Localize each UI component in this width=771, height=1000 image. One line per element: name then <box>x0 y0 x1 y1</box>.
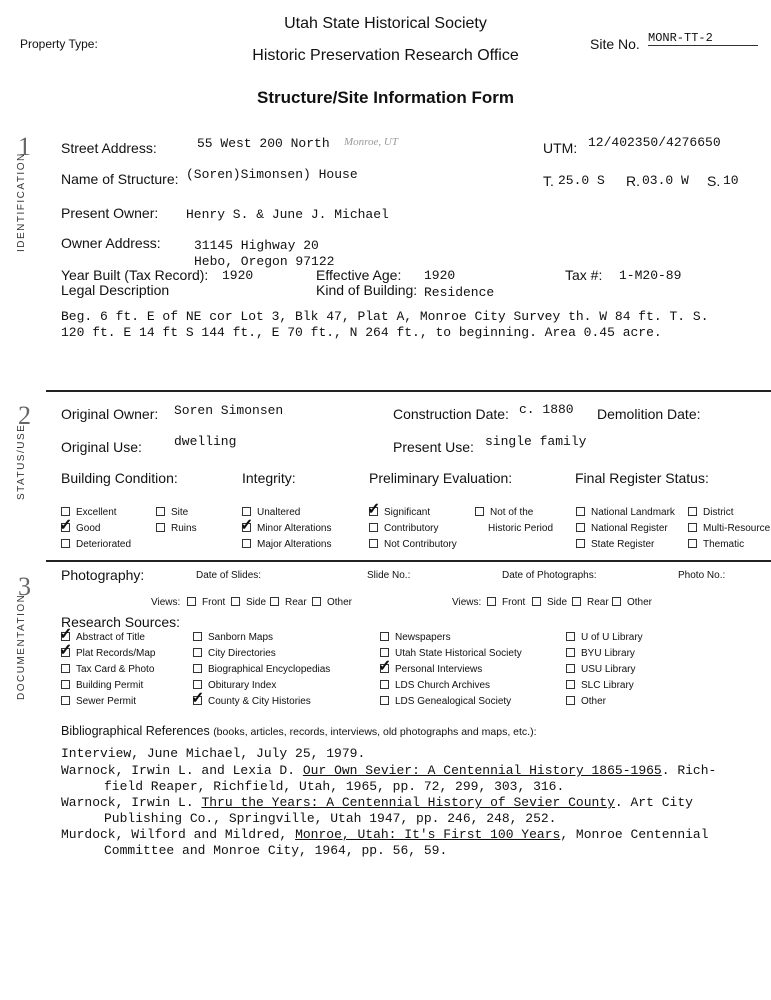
src-abstract[interactable]: ✓Abstract of Title <box>61 632 145 643</box>
src-newspapers[interactable]: Newspapers <box>380 632 451 643</box>
reference-4: Murdock, Wilford and Mildred, Monroe, Utah: It's First 100 Years, Monroe Centennial <box>61 827 709 842</box>
section-1-number: 1 <box>18 132 31 161</box>
photos-view-side[interactable]: Side <box>532 597 567 608</box>
checkbox-icon <box>532 597 541 606</box>
src-building-permit[interactable]: Building Permit <box>61 680 143 691</box>
checkbox-icon <box>312 597 321 606</box>
cond-good[interactable]: ✓Good <box>61 523 100 534</box>
office-name: Historic Preservation Research Office <box>252 47 519 64</box>
demolition-date-label: Demolition Date: <box>597 406 701 422</box>
section-1-label: IDENTIFICATION <box>16 152 27 252</box>
final-state-register[interactable]: State Register <box>576 539 654 550</box>
src-biographical[interactable]: Biographical Encyclopedias <box>193 664 330 675</box>
reference-2-cont: field Reaper, Richfield, Utah, 1965, pp. 72, 299, 303, 316. <box>104 779 565 794</box>
section-2-label: STATUS/USE <box>16 423 27 500</box>
src-plat[interactable]: ✓Plat Records/Map <box>61 648 155 659</box>
photography-label: Photography: <box>61 567 145 583</box>
legal-description-line2: 120 ft. E 14 ft S 144 ft., E 70 ft., N 264 ft., to beginning. Area 0.45 acre. <box>61 325 662 340</box>
legal-description-line1: Beg. 6 ft. E of NE cor Lot 3, Blk 47, Plat A, Monroe City Survey th. W 84 ft. T. S. <box>61 309 709 324</box>
section-3-number: 3 <box>18 572 31 601</box>
integ-major[interactable]: Major Alterations <box>242 539 331 550</box>
final-register-label: Final Register Status: <box>575 470 709 486</box>
src-sanborn[interactable]: Sanborn Maps <box>193 632 273 643</box>
src-obituary[interactable]: Obiturary Index <box>193 680 276 691</box>
section-value: 10 <box>723 173 739 188</box>
original-use-value: dwelling <box>174 434 237 449</box>
slides-view-front[interactable]: Front <box>187 597 225 608</box>
checkbox-icon <box>688 507 697 516</box>
section-divider-2 <box>46 560 771 562</box>
final-national-register[interactable]: National Register <box>576 523 668 534</box>
reference-2: Warnock, Irwin L. and Lexia D. Our Own Sevier: A Centennial History 1865-1965. Rich- <box>61 763 717 778</box>
checked-checkbox-icon <box>193 696 202 705</box>
section-3-label: DOCUMENTATION <box>16 593 27 700</box>
checkbox-icon <box>369 539 378 548</box>
effective-age-label: Effective Age: <box>316 267 402 283</box>
checkbox-icon <box>688 523 697 532</box>
township-label: T. <box>543 173 554 189</box>
checkbox-icon <box>156 507 165 516</box>
checkbox-icon <box>270 597 279 606</box>
cond-excellent[interactable]: Excellent <box>61 507 117 518</box>
legal-description-label: Legal Description <box>61 282 170 298</box>
prelim-not-historic-period-line2: Historic Period <box>488 523 554 534</box>
construction-date-value: c. 1880 <box>519 402 574 417</box>
checked-checkbox-icon <box>61 648 70 657</box>
township-value: 25.0 S <box>558 173 605 188</box>
checked-checkbox-icon <box>380 664 389 673</box>
checkbox-icon <box>572 597 581 606</box>
slides-views-label: Views: <box>151 597 181 608</box>
checkbox-icon <box>156 523 165 532</box>
utm-value: 12/402350/4276650 <box>588 135 721 150</box>
owner-address-label: Owner Address: <box>61 235 161 251</box>
prelim-significant[interactable]: ✓Significant <box>369 507 430 518</box>
year-built-label: Year Built (Tax Record): <box>61 267 209 283</box>
kind-of-building-value: Residence <box>424 285 495 300</box>
checked-checkbox-icon <box>61 523 70 532</box>
src-lds-genealogical[interactable]: LDS Genealogical Society <box>380 696 511 707</box>
src-interviews[interactable]: ✓Personal Interviews <box>380 664 482 675</box>
street-label: Street Address: <box>61 140 157 156</box>
cond-ruins[interactable]: Ruins <box>156 523 197 534</box>
section-2-number: 2 <box>18 401 31 430</box>
checkbox-icon <box>688 539 697 548</box>
src-sewer-permit[interactable]: Sewer Permit <box>61 696 136 707</box>
year-built-value: 1920 <box>222 268 254 283</box>
checked-checkbox-icon <box>242 523 251 532</box>
preliminary-evaluation-label: Preliminary Evaluation: <box>369 470 513 486</box>
final-multi-resource[interactable]: Multi-Resource <box>688 523 770 534</box>
checkbox-icon <box>61 696 70 705</box>
checkbox-icon <box>566 648 575 657</box>
effective-age-value: 1920 <box>424 268 456 283</box>
src-byu[interactable]: BYU Library <box>566 648 635 659</box>
slides-view-rear[interactable]: Rear <box>270 597 307 608</box>
form-title: Structure/Site Information Form <box>257 88 514 107</box>
tax-number-label: Tax #: <box>565 267 603 283</box>
src-city-directories[interactable]: City Directories <box>193 648 276 659</box>
src-tax-card[interactable]: Tax Card & Photo <box>61 664 154 675</box>
photo-no-label: Photo No.: <box>678 570 726 581</box>
reference-3: Warnock, Irwin L. Thru the Years: A Centennial History of Sevier County. Art City <box>61 795 693 810</box>
utm-label: UTM: <box>543 140 578 156</box>
checkbox-icon <box>576 507 585 516</box>
prelim-contributory[interactable]: Contributory <box>369 523 438 534</box>
checkbox-icon <box>193 648 202 657</box>
slides-view-side[interactable]: Side <box>231 597 266 608</box>
src-uofu[interactable]: U of U Library <box>566 632 643 643</box>
original-use-label: Original Use: <box>61 439 142 455</box>
src-county-histories[interactable]: ✓County & City Histories <box>193 696 311 707</box>
prelim-not-contributory[interactable]: Not Contributory <box>369 539 457 550</box>
date-of-photographs-label: Date of Photographs: <box>502 570 597 581</box>
cond-site[interactable]: Site <box>156 507 188 518</box>
reference-4-cont: Committee and Monroe City, 1964, pp. 56, 59. <box>104 843 448 858</box>
bibliography-heading: Bibliographical References (books, articles, records, interviews, old photographs and maps, etc.): <box>61 724 537 738</box>
org-name: Utah State Historical Society <box>284 15 487 32</box>
date-of-slides-label: Date of Slides: <box>196 570 262 581</box>
cond-deteriorated[interactable]: Deteriorated <box>61 539 131 550</box>
checkbox-icon <box>576 523 585 532</box>
section-divider-1 <box>46 390 771 392</box>
photos-view-rear[interactable]: Rear <box>572 597 609 608</box>
integ-unaltered[interactable]: Unaltered <box>242 507 300 518</box>
src-lds-archives[interactable]: LDS Church Archives <box>380 680 490 691</box>
original-owner-value: Soren Simonsen <box>174 403 284 418</box>
checkbox-icon <box>566 680 575 689</box>
checkbox-icon <box>61 539 70 548</box>
src-other[interactable]: Other <box>566 696 606 707</box>
street-value: 55 West 200 North <box>197 136 330 151</box>
checkbox-icon <box>380 696 389 705</box>
integ-minor[interactable]: ✓Minor Alterations <box>242 523 331 534</box>
checkbox-icon <box>193 632 202 641</box>
photos-view-front[interactable]: Front <box>487 597 525 608</box>
final-thematic[interactable]: Thematic <box>688 539 744 550</box>
slide-no-label: Slide No.: <box>367 570 411 581</box>
present-use-label: Present Use: <box>393 439 474 455</box>
checkbox-icon <box>612 597 621 606</box>
property-type-label: Property Type: <box>20 37 98 51</box>
original-owner-label: Original Owner: <box>61 406 159 422</box>
slides-view-other[interactable]: Other <box>312 597 352 608</box>
checked-checkbox-icon <box>369 507 378 516</box>
checkbox-icon <box>242 539 251 548</box>
checkbox-icon <box>576 539 585 548</box>
photos-views-label: Views: <box>452 597 482 608</box>
checkbox-icon <box>187 597 196 606</box>
structure-name-value: (Soren)Simonsen) House <box>186 167 358 182</box>
checkbox-icon <box>487 597 496 606</box>
building-condition-label: Building Condition: <box>61 470 178 486</box>
checkbox-icon <box>231 597 240 606</box>
checkbox-icon <box>369 523 378 532</box>
present-use-value: single family <box>485 434 587 449</box>
checkbox-icon <box>566 664 575 673</box>
present-owner-label: Present Owner: <box>61 205 159 221</box>
src-usu[interactable]: USU Library <box>566 664 635 675</box>
integrity-label: Integrity: <box>242 470 296 486</box>
owner-address-line1: 31145 Highway 20 <box>194 238 319 253</box>
checkbox-icon <box>61 664 70 673</box>
checkbox-icon <box>475 507 484 516</box>
checkbox-icon <box>193 664 202 673</box>
construction-date-label: Construction Date: <box>393 406 509 422</box>
src-slc[interactable]: SLC Library <box>566 680 634 691</box>
owner-address-line2: Hebo, Oregon 97122 <box>194 254 335 269</box>
present-owner-value: Henry S. & June J. Michael <box>186 207 389 222</box>
reference-3-cont: Publishing Co., Springville, Utah 1947, pp. 246, 248, 252. <box>104 811 557 826</box>
final-district[interactable]: District <box>688 507 734 518</box>
final-national-landmark[interactable]: National Landmark <box>576 507 675 518</box>
site-no-label: Site No. <box>590 36 640 52</box>
tax-number-value: 1-M20-89 <box>619 268 682 283</box>
prelim-not-historic-period[interactable]: Not of the <box>475 507 533 518</box>
src-ushs[interactable]: Utah State Historical Society <box>380 648 522 659</box>
photos-view-other[interactable]: Other <box>612 597 652 608</box>
range-value: 03.0 W <box>642 173 689 188</box>
checkbox-icon <box>566 696 575 705</box>
checkbox-icon <box>566 632 575 641</box>
street-handwritten-note: Monroe, UT <box>344 136 398 148</box>
structure-name-label: Name of Structure: <box>61 171 179 187</box>
range-label: R. <box>626 173 640 189</box>
checkbox-icon <box>380 632 389 641</box>
reference-1: Interview, June Michael, July 25, 1979. <box>61 746 366 761</box>
kind-of-building-label: Kind of Building: <box>316 282 418 298</box>
research-sources-label: Research Sources: <box>61 614 181 630</box>
section-label: S. <box>707 173 721 189</box>
checkbox-icon <box>61 680 70 689</box>
checkbox-icon <box>380 680 389 689</box>
site-no-value: MONR-TT-2 <box>648 31 758 46</box>
